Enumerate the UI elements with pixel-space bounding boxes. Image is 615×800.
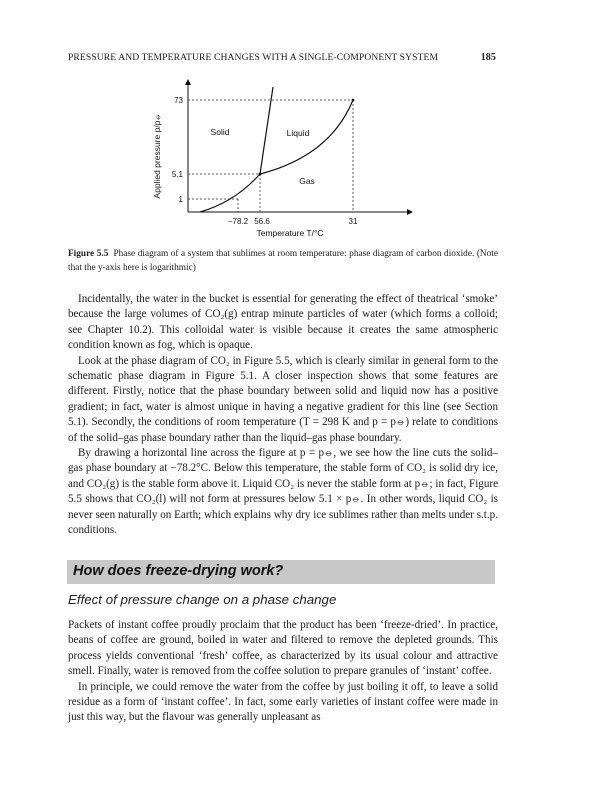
x-axis-label: Temperature T/°C: [256, 228, 324, 238]
x-tick-31: 31: [348, 217, 358, 226]
caption-label: Figure 5.5: [68, 249, 109, 259]
y-tick-73: 73: [174, 96, 183, 105]
subsection-heading: Effect of pressure change on a phase change: [68, 592, 337, 607]
paragraph: Packets of instant coffee proudly proclaim that the product has been ‘freeze-dried’. In practice, beans of coffee are ground, boiled in water and filtered to remove the depleted grounds. This process yields conventional ‘fresh’ coffee, as characterized by its usual colour and attractive smell. Finally, water is removed from the coffee solution to prepare granules of ‘instant’ coffee.: [68, 619, 498, 678]
y-tick-5-1: 5.1: [171, 170, 183, 179]
paragraph: Incidentally, the water in the bucket is essential for generating the effect of theatrical ‘smoke’ because the large volumes of CO₂(g) entrap minute particles of water (which forms a colloid; see Chapter 10.2). This colloidal water is visible because it creates the same atmospheric condition known as fog, which is opaque.: [68, 293, 498, 352]
y-tick-1: 1: [178, 195, 183, 204]
region-gas: Gas: [299, 176, 315, 186]
solid-gas-boundary: [200, 174, 260, 212]
page-header: [68, 52, 496, 68]
figure-caption: [68, 247, 498, 275]
caption-text: Phase diagram of a system that sublimes at room temperature: phase diagram of carbon dioxide. (Note that the y-axis here is logarithmic): [68, 249, 498, 273]
critical-point: [352, 99, 355, 102]
triple-point: [259, 173, 262, 176]
region-solid: Solid: [210, 127, 230, 137]
y-axis-label: Applied pressure p/p⦵: [152, 113, 162, 199]
body-text-top: [68, 292, 498, 539]
paragraph: In principle, we could remove the water from the coffee by just boiling it off, to leave a solid residue as a form of ‘instant coffee’. In fact, some early varieties of instant coffee were made in just this way, but the flavour was generally unpleasant as: [68, 680, 498, 724]
region-liquid: Liquid: [286, 128, 310, 138]
paragraph: Look at the phase diagram of CO₂ in Figure 5.5, which is clearly similar in general form to the schematic phase diagram in Figure 5.1. A closer inspection shows that some features are different. Firstly, notice that the phase boundary between solid and liquid now has a positive gradient; in fact, water is almost unique in having a negative gradient for this line (see Section 5.1). Secondly, the conditions of room temperature (T = 298 K and p = p⦵) relate to conditions of the solid–gas phase boundary rather than the liquid–gas phase boundary.: [68, 354, 498, 444]
section-heading: How does freeze-drying work?: [73, 563, 284, 579]
page-number: 185: [480, 52, 496, 63]
phase-diagram-svg: [140, 78, 430, 248]
phase-diagram-figure: [140, 78, 430, 248]
x-tick-minus-78-2: −78.2: [227, 217, 249, 226]
x-tick-56-6: 56.6: [254, 217, 270, 226]
body-text-bottom: [68, 618, 498, 726]
section-heading-bar: [67, 560, 495, 584]
running-head: PRESSURE AND TEMPERATURE CHANGES WITH A SINGLE-COMPONENT SYSTEM: [68, 52, 439, 63]
paragraph: By drawing a horizontal line across the figure at p = p⦵, we see how the line cuts the solid–gas phase boundary at −78.2°C. Below this temperature, the stable form of CO₂ is solid dry ice, and CO₂(g) is the stable form above it. Liquid CO₂ is never the stable form at p⦵; in fact, Figure 5.5 shows that CO₂(l) will not form at pressures below 5.1 × p⦵. In other words, liquid CO₂ is never seen naturally on Earth; which explains why dry ice sublimes rather than melts under s.t.p. conditions.: [68, 447, 498, 537]
